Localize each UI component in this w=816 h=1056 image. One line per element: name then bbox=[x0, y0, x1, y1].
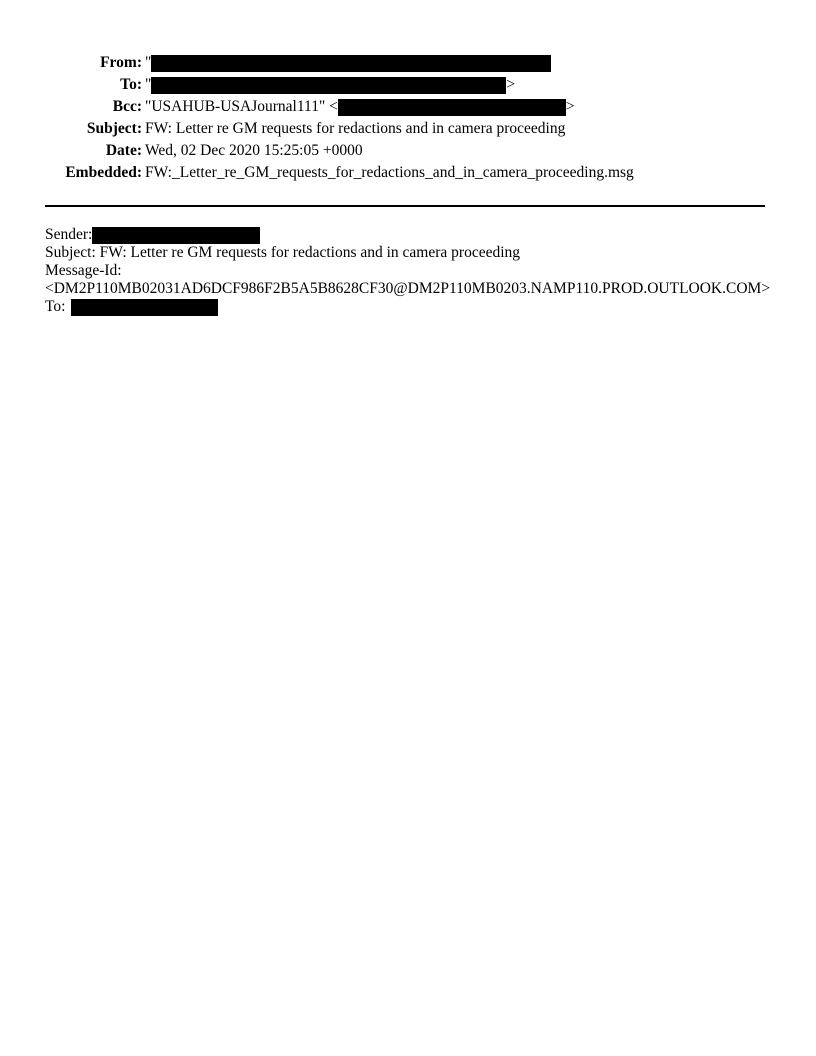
bcc-suffix: > bbox=[565, 98, 575, 115]
header-divider bbox=[45, 205, 765, 207]
email-header bbox=[0, 52, 816, 184]
subject-line: Subject: FW: Letter re GM requests for redactions and in camera proceeding bbox=[45, 244, 521, 261]
from-prefix: " bbox=[145, 54, 152, 71]
embedded-value: FW:_Letter_re_GM_requests_for_redactions_and_in_camera_proceeding.msg bbox=[145, 164, 634, 181]
to-value bbox=[145, 74, 515, 96]
sender-line bbox=[45, 226, 775, 244]
from-redaction bbox=[151, 55, 551, 72]
to-line-redaction bbox=[71, 299, 218, 316]
embedded-message-metadata bbox=[45, 226, 775, 316]
bcc-row bbox=[0, 96, 816, 118]
to-row bbox=[0, 74, 816, 96]
embedded-label: Embedded: bbox=[65, 164, 142, 181]
date-label: Date: bbox=[105, 142, 142, 159]
subject-row bbox=[0, 118, 816, 140]
to-suffix: > bbox=[506, 76, 516, 93]
to-line bbox=[45, 298, 775, 316]
from-row bbox=[0, 52, 816, 74]
to-prefix: " bbox=[145, 76, 152, 93]
from-label: From: bbox=[100, 54, 142, 71]
bcc-redaction bbox=[338, 99, 566, 116]
bcc-prefix: "USAHUB-USAJournal111" < bbox=[145, 98, 338, 115]
sender-label: Sender: bbox=[45, 226, 93, 243]
date-row bbox=[0, 140, 816, 162]
to-label: To: bbox=[120, 76, 142, 93]
sender-redaction bbox=[92, 227, 260, 244]
bcc-value bbox=[145, 96, 575, 118]
message-id-value: <DM2P110MB02031AD6DCF986F2B5A5B8628CF30@DM2P110MB0203.NAMP110.PROD.OUTLOOK.COM> bbox=[45, 280, 771, 297]
to-redaction bbox=[151, 77, 506, 94]
embedded-row bbox=[0, 162, 816, 184]
bcc-label: Bcc: bbox=[112, 98, 142, 115]
from-value bbox=[145, 52, 551, 74]
message-id-label: Message-Id: bbox=[45, 262, 122, 279]
subject-label: Subject: bbox=[86, 120, 142, 137]
subject-value: FW: Letter re GM requests for redactions and in camera proceeding bbox=[145, 120, 566, 137]
to-line-label: To: bbox=[45, 298, 66, 315]
date-value: Wed, 02 Dec 2020 15:25:05 +0000 bbox=[145, 142, 363, 159]
